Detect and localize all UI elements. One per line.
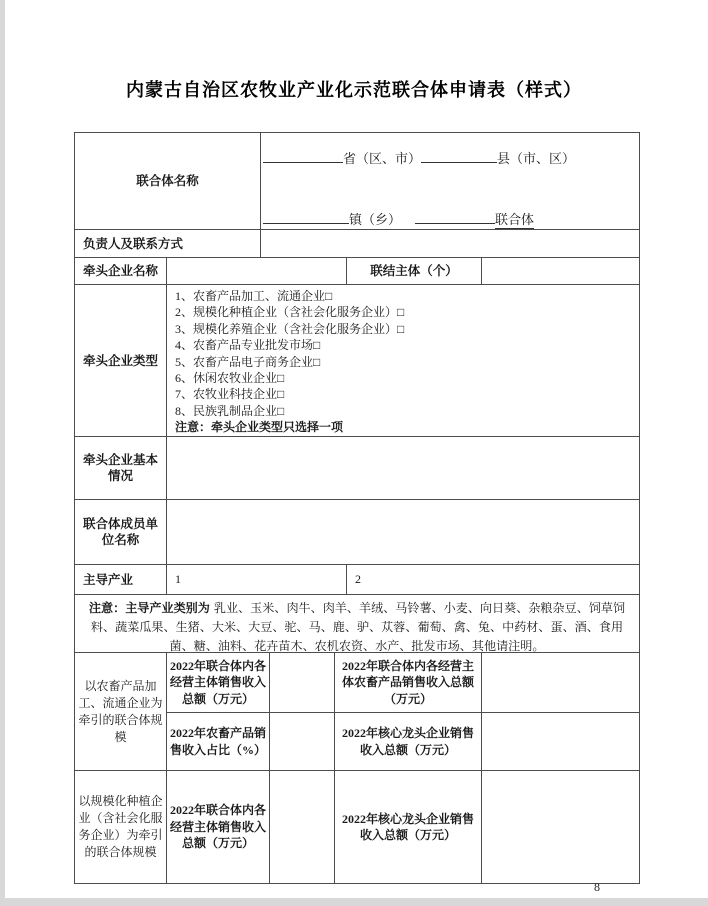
blank-union <box>415 211 495 224</box>
lead-type-option-4: 4、农畜产品专业批发市场□ <box>175 338 321 353</box>
industry-note-text: 乳业、玉米、肉牛、肉羊、羊绒、马铃薯、小麦、向日葵、杂粮杂豆、饲草饲料、蔬菜瓜果、生猪、大米、大豆、驼、马、鹿、驴、苁蓉、葡萄、禽、兔、中药材、蛋、酒、食用菌、糖、油料、花卉苗木、农机农资、水产、批发市场、其他请注明。 <box>90 601 626 653</box>
union-suffix-label: 联合体 <box>495 212 535 227</box>
section-processing-subrows <box>167 653 639 770</box>
application-form-table <box>74 132 640 884</box>
lead-type-option-5: 5、农畜产品电子商务企业□ <box>175 354 321 369</box>
union-name-line1 <box>263 150 635 168</box>
plant-core-enterprise-revenue-value-cell <box>482 771 639 883</box>
union-name-line2 <box>263 211 635 229</box>
industry-note-bold: 注意：主导产业类别为 <box>88 601 210 615</box>
row-main-industry <box>75 565 639 595</box>
scan-edge-bottom <box>0 898 708 906</box>
lead-enterprise-label: 牵头企业名称 <box>75 258 167 284</box>
blank-town <box>263 211 349 224</box>
row-lead-basic <box>75 437 639 500</box>
contact-label: 负责人及联系方式 <box>75 230 261 257</box>
proc-total-revenue-label: 2022年联合体内各经营主体销售收入总额（万元） <box>167 653 270 712</box>
proc-agri-revenue-label: 2022年联合体内各经营主体农畜产品销售收入总额（万元） <box>335 653 482 712</box>
lead-type-option-2: 2、规模化种植企业（含社会化服务企业）□ <box>175 305 405 320</box>
main-industry-cell-1: 1 <box>167 565 347 594</box>
lead-type-option-3: 3、规模化养殖企业（含社会化服务企业）□ <box>175 321 405 336</box>
lead-enterprise-value-cell <box>167 258 347 284</box>
proc-core-enterprise-revenue-label: 2022年核心龙头企业销售收入总额（万元） <box>335 713 482 770</box>
linked-entities-value-cell <box>482 258 639 284</box>
union-name-label: 联合体名称 <box>75 133 261 229</box>
linked-entities-label: 联结主体（个） <box>347 258 482 284</box>
section-planting-label: 以规模化种植企业（含社会化服务企业）为牵引的联合体规模 <box>75 771 167 883</box>
row-union-name <box>75 133 639 230</box>
blank-province <box>263 150 343 163</box>
lead-basic-label: 牵头企业基本情况 <box>75 437 167 499</box>
section-processing-subrow-2 <box>167 713 639 770</box>
row-members <box>75 500 639 565</box>
union-name-value-cell <box>261 133 639 229</box>
contact-value-cell <box>261 230 639 257</box>
row-section-processing <box>75 653 639 771</box>
plant-total-revenue-label: 2022年联合体内各经营主体销售收入总额（万元） <box>167 771 270 883</box>
lead-type-option-6: 6、休闲农牧业企业□ <box>175 371 285 386</box>
scan-edge-left <box>0 0 5 906</box>
row-lead-type <box>75 285 639 437</box>
proc-agri-revenue-value-cell <box>482 653 639 712</box>
lead-type-note: 注意：牵头企业类型只选择一项 <box>175 420 344 435</box>
proc-total-revenue-value-cell <box>270 653 335 712</box>
lead-type-option-7: 7、农牧业科技企业□ <box>175 387 285 402</box>
main-industry-cell-2: 2 <box>355 572 361 586</box>
row-contact <box>75 230 639 258</box>
plant-core-enterprise-revenue-label: 2022年核心龙头企业销售收入总额（万元） <box>335 771 482 883</box>
proc-revenue-ratio-label: 2022年农畜产品销售收入占比（%） <box>167 713 270 770</box>
blank-county <box>421 150 497 163</box>
members-value-cell <box>167 500 639 564</box>
proc-revenue-ratio-value-cell <box>270 713 335 770</box>
lead-type-options-cell <box>167 285 639 436</box>
town-suffix-label: 镇（乡） <box>349 212 402 227</box>
page-number: 8 <box>594 880 600 894</box>
members-label: 联合体成员单位名称 <box>75 500 167 564</box>
main-industry-label: 主导产业 <box>75 565 167 594</box>
plant-total-revenue-value-cell <box>270 771 335 883</box>
lead-basic-value-cell <box>167 437 639 499</box>
county-suffix-label: 县（市、区） <box>497 151 576 166</box>
section-processing-label: 以农畜产品加工、流通企业为牵引的联合体规模 <box>75 653 167 770</box>
form-title: 内蒙古自治区农牧业产业化示范联合体申请表（样式） <box>126 80 582 100</box>
row-industry-note <box>75 595 639 653</box>
industry-note-cell <box>75 595 639 652</box>
proc-core-enterprise-revenue-value-cell <box>482 713 639 770</box>
section-processing-subrow-1 <box>167 653 639 713</box>
lead-type-option-1: 1、农畜产品加工、流通企业□ <box>175 289 333 303</box>
province-suffix-label: 省（区、市） <box>343 151 422 166</box>
lead-type-label: 牵头企业类型 <box>75 285 167 436</box>
row-lead-enterprise <box>75 258 639 285</box>
lead-type-option-8: 8、民族乳制品企业□ <box>175 403 285 418</box>
row-section-planting <box>75 771 639 883</box>
